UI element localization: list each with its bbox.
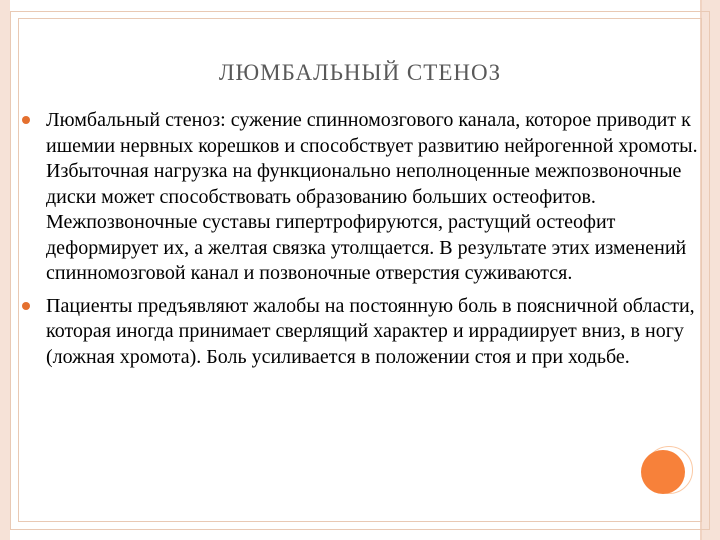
bullet-text: Люмбальный стеноз: сужение спинномозгового канала, которое приводит к ишемии нервных корешков и способствует развитию нейрогенной хромоты. Избыточная нагрузка на функционально неполноценные межпозвоночные диски может способствовать образованию больших остеофитов. Межпозвоночные суставы гипертрофируются, растущий остеофит деформирует их, а желтая связка утолщается. В результате этих изменений спинномозговой канал и позвоночные отверстия суживаются.: [46, 109, 698, 284]
bullet-text: Пациенты предъявляют жалобы на постоянную боль в поясничной области, которая иногда принимает сверлящий характер и иррадиирует вниз, в ногу (ложная хромота). Боль усиливается в положении стоя и при ходьбе.: [46, 294, 695, 368]
bullet-list: [22, 108, 702, 377]
list-item: [22, 108, 702, 287]
bullet-icon: [22, 302, 30, 310]
page-title: ЛЮМБАЛЬНЫЙ СТЕНОЗ: [218, 60, 502, 85]
bullet-icon: [22, 116, 30, 124]
decorative-circle-orange: [641, 450, 685, 494]
list-item: [22, 294, 702, 371]
